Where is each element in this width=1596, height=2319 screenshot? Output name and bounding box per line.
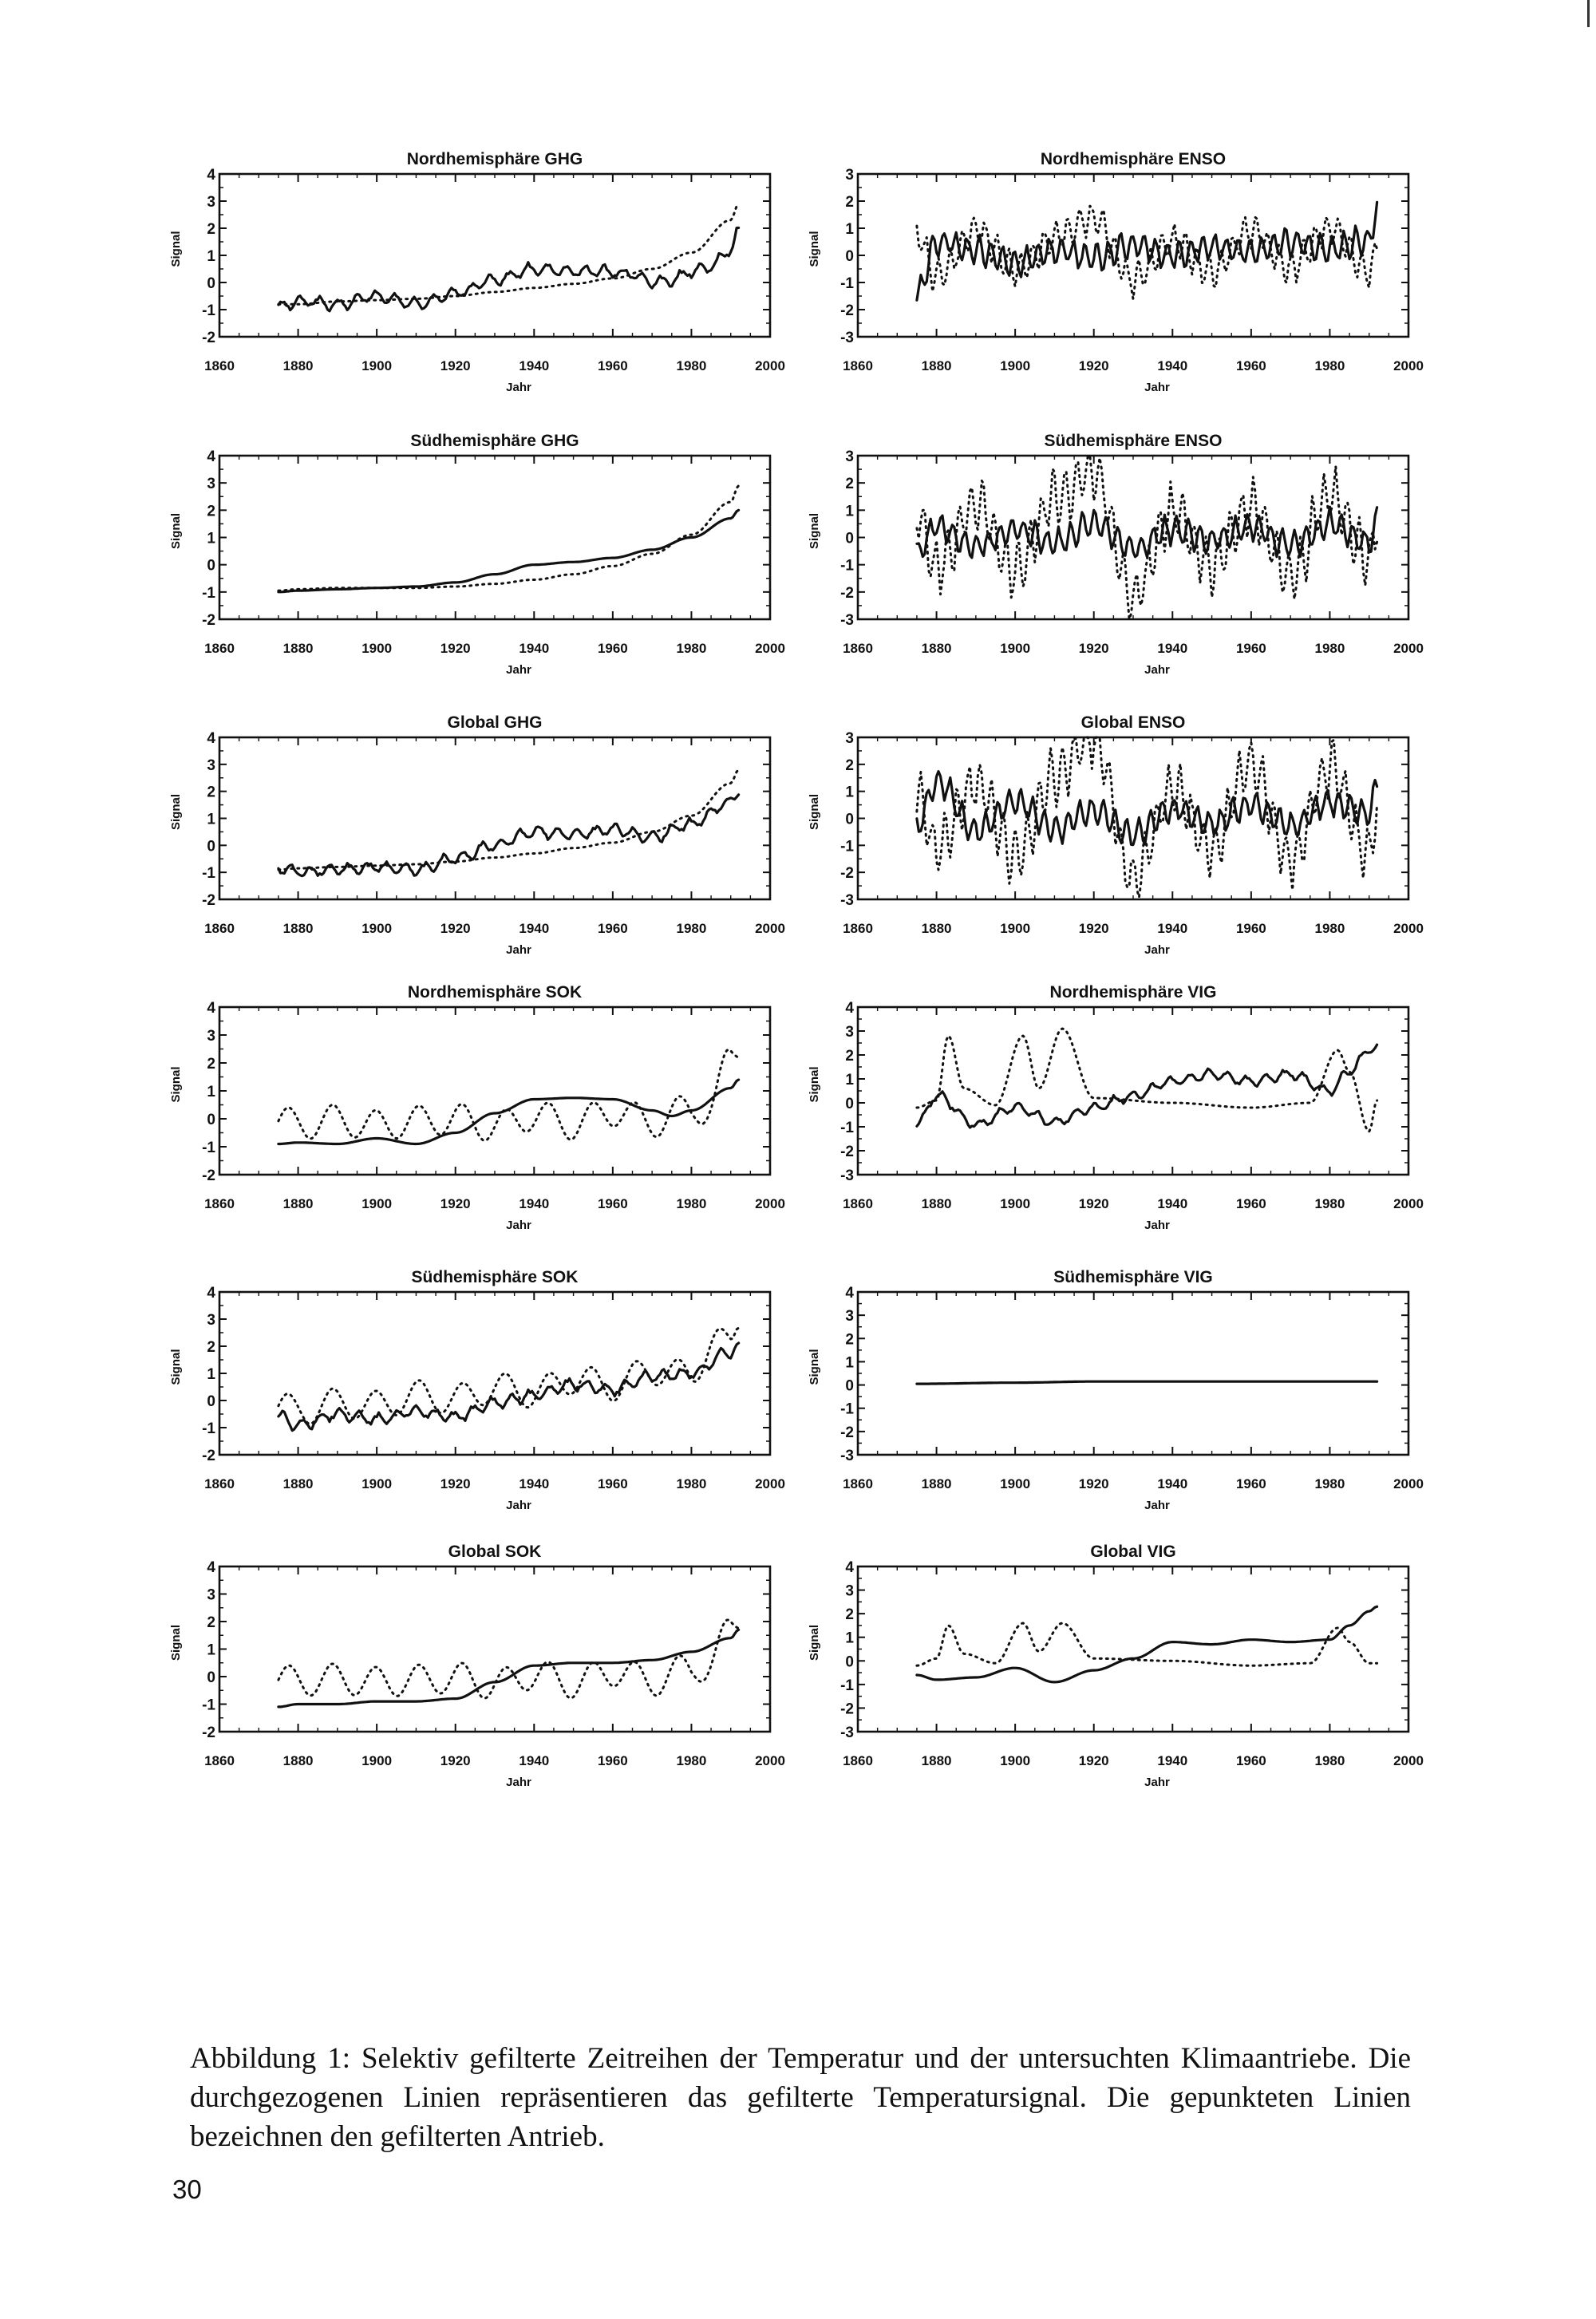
- x-tick-label: 1900: [361, 1196, 393, 1211]
- x-tick-label: 2000: [755, 358, 785, 373]
- x-tick-label: 1980: [676, 1196, 707, 1211]
- x-tick-label: 1880: [282, 1753, 314, 1768]
- y-tick-label: 0: [207, 838, 215, 855]
- y-tick-label: 3: [845, 448, 854, 465]
- chart-title: Global SOK: [448, 1543, 542, 1561]
- x-tick-label: 2000: [1393, 1476, 1424, 1491]
- temperature-series-line: [279, 228, 739, 311]
- y-tick-label: -3: [840, 330, 854, 346]
- x-tick-label: 1940: [519, 921, 550, 936]
- x-tick-label: 1880: [282, 1476, 314, 1491]
- y-tick-label: 1: [845, 1354, 854, 1372]
- x-tick-label: 1940: [519, 641, 550, 656]
- x-tick-label: 1860: [204, 1753, 235, 1768]
- x-tick-label: 1920: [440, 358, 471, 373]
- y-tick-label: 0: [845, 530, 854, 547]
- scan-edge-mark: [1587, 0, 1590, 27]
- x-tick-label: 1860: [843, 921, 873, 936]
- y-tick-label: 4: [845, 1000, 854, 1017]
- x-tick-label: 1900: [361, 1753, 393, 1768]
- plot-frame: [219, 1566, 770, 1732]
- x-tick-label: 1880: [921, 1753, 952, 1768]
- y-tick-label: 1: [207, 1084, 215, 1100]
- chart-panel: [169, 432, 785, 677]
- y-tick-label: 1: [845, 784, 854, 801]
- x-axis-label: Jahr: [1144, 943, 1170, 957]
- x-tick-label: 1920: [1078, 921, 1109, 936]
- y-tick-label: -1: [202, 865, 215, 883]
- y-tick-label: 2: [845, 1606, 854, 1624]
- chart-title: Südhemisphäre VIG: [1053, 1268, 1213, 1286]
- chart-panel: [808, 1543, 1424, 1789]
- x-tick-label: 1920: [1078, 1753, 1109, 1768]
- y-tick-label: 3: [207, 476, 215, 493]
- y-tick-label: -1: [840, 838, 854, 855]
- y-tick-label: 3: [207, 1028, 215, 1045]
- x-tick-label: 1940: [1157, 921, 1188, 936]
- x-tick-label: 2000: [1393, 358, 1424, 373]
- y-tick-label: 3: [207, 1586, 215, 1604]
- x-tick-label: 1900: [1000, 1476, 1031, 1491]
- x-tick-label: 1900: [361, 921, 393, 936]
- temperature-series-line: [917, 1381, 1377, 1384]
- y-tick-label: -2: [840, 302, 854, 319]
- plot-frame: [219, 1007, 770, 1175]
- y-tick-label: 1: [207, 530, 215, 547]
- x-tick-label: 1860: [204, 921, 235, 936]
- y-tick-label: -2: [840, 865, 854, 883]
- y-tick-label: 0: [845, 811, 854, 828]
- chart-title: Nordhemisphäre ENSO: [1040, 150, 1227, 168]
- x-tick-label: 1880: [282, 921, 314, 936]
- x-tick-label: 1920: [1078, 641, 1109, 656]
- x-tick-label: 1880: [921, 921, 952, 936]
- chart-panel: [169, 713, 785, 957]
- y-tick-label: 4: [207, 448, 215, 465]
- x-tick-label: 1980: [1314, 921, 1345, 936]
- x-tick-label: 1920: [440, 1753, 471, 1768]
- x-tick-label: 1900: [1000, 1196, 1031, 1211]
- x-tick-label: 1980: [1314, 1476, 1345, 1491]
- y-tick-label: 0: [207, 1112, 215, 1128]
- y-tick-label: 1: [845, 221, 854, 238]
- x-tick-label: 1960: [1235, 1753, 1266, 1768]
- y-axis-label: Signal: [169, 1349, 183, 1385]
- y-tick-label: 4: [207, 730, 215, 747]
- x-tick-label: 1980: [676, 641, 707, 656]
- y-tick-label: 1: [207, 1641, 215, 1659]
- y-tick-label: 3: [207, 1312, 215, 1329]
- x-tick-label: 1980: [1314, 358, 1345, 373]
- x-tick-label: 1920: [1078, 358, 1109, 373]
- x-axis-label: Jahr: [506, 1776, 531, 1789]
- x-tick-label: 1900: [1000, 358, 1031, 373]
- x-tick-label: 1860: [204, 641, 235, 656]
- x-tick-label: 1940: [519, 358, 550, 373]
- y-tick-label: 2: [207, 221, 215, 238]
- chart-title: Südhemisphäre SOK: [411, 1268, 579, 1286]
- y-tick-label: -2: [202, 612, 215, 629]
- y-tick-label: 2: [845, 476, 854, 493]
- x-tick-label: 1940: [1157, 1476, 1188, 1491]
- x-tick-label: 2000: [1393, 1753, 1424, 1768]
- x-axis-label: Jahr: [1144, 1776, 1170, 1789]
- x-tick-label: 1880: [921, 358, 952, 373]
- y-tick-label: 2: [207, 1614, 215, 1631]
- y-tick-label: 0: [845, 1096, 854, 1112]
- x-tick-label: 1940: [1157, 358, 1188, 373]
- y-axis-label: Signal: [169, 231, 183, 267]
- y-tick-label: -1: [202, 584, 215, 602]
- x-tick-label: 1920: [1078, 1476, 1109, 1491]
- x-tick-label: 1980: [676, 1753, 707, 1768]
- x-tick-label: 1960: [1235, 641, 1266, 656]
- forcing-series-line: [279, 770, 739, 870]
- y-tick-label: 4: [207, 1559, 215, 1576]
- forcing-series-line: [279, 1049, 739, 1140]
- y-tick-label: -1: [202, 1140, 215, 1156]
- y-tick-label: 0: [845, 248, 854, 265]
- y-tick-label: 4: [207, 167, 215, 184]
- x-tick-label: 1900: [361, 1476, 393, 1491]
- y-tick-label: 4: [845, 1285, 854, 1302]
- y-axis-label: Signal: [169, 1624, 183, 1661]
- y-axis-label: Signal: [169, 512, 183, 550]
- y-tick-label: 3: [207, 194, 215, 211]
- x-axis-label: Jahr: [1144, 1499, 1170, 1512]
- y-tick-label: -2: [840, 584, 854, 602]
- y-tick-label: -2: [840, 1701, 854, 1718]
- chart-panel: [808, 432, 1424, 677]
- y-tick-label: 1: [207, 248, 215, 265]
- x-tick-label: 1860: [204, 1476, 235, 1491]
- y-tick-label: 1: [845, 1630, 854, 1647]
- x-tick-label: 1900: [361, 641, 393, 656]
- x-tick-label: 1940: [519, 1476, 550, 1491]
- x-tick-label: 2000: [755, 1476, 785, 1491]
- x-tick-label: 1920: [1078, 1196, 1109, 1211]
- y-tick-label: 1: [207, 811, 215, 828]
- chart-title: Südhemisphäre ENSO: [1044, 432, 1223, 450]
- y-tick-label: 2: [207, 503, 215, 520]
- y-tick-label: -2: [202, 330, 215, 346]
- y-tick-label: 1: [207, 1366, 215, 1383]
- x-tick-label: 1920: [440, 641, 471, 656]
- y-tick-label: -2: [202, 1167, 215, 1184]
- x-tick-label: 1880: [282, 1196, 314, 1211]
- y-tick-label: 0: [845, 1653, 854, 1671]
- x-tick-label: 1880: [921, 641, 952, 656]
- temperature-series-line: [917, 202, 1377, 300]
- x-tick-label: 1880: [282, 358, 314, 373]
- y-tick-label: 1: [845, 503, 854, 520]
- y-tick-label: -1: [840, 1120, 854, 1136]
- x-tick-label: 1940: [1157, 641, 1188, 656]
- x-tick-label: 1980: [676, 1476, 707, 1491]
- chart-title: Global ENSO: [1080, 713, 1186, 732]
- x-tick-label: 2000: [755, 1753, 785, 1768]
- x-tick-label: 1860: [843, 358, 873, 373]
- y-tick-label: 3: [845, 730, 854, 747]
- y-tick-label: 2: [207, 1339, 215, 1356]
- x-tick-label: 2000: [755, 921, 785, 936]
- chart-title: Nordhemisphäre SOK: [407, 983, 583, 1001]
- y-tick-label: -2: [202, 1448, 215, 1464]
- temperature-series-line: [279, 795, 739, 876]
- temperature-series-line: [917, 1045, 1377, 1128]
- x-axis-label: Jahr: [1144, 663, 1170, 677]
- x-tick-label: 1960: [597, 641, 628, 656]
- x-tick-label: 1920: [440, 1476, 471, 1491]
- chart-panel: [169, 150, 785, 394]
- x-tick-label: 1900: [361, 358, 393, 373]
- y-tick-label: -1: [202, 1697, 215, 1714]
- forcing-series-line: [917, 1623, 1377, 1665]
- forcing-series-line: [279, 486, 739, 591]
- chart-panel: [808, 713, 1424, 957]
- y-tick-label: 3: [845, 1024, 854, 1041]
- chart-title: Global VIG: [1090, 1543, 1176, 1561]
- x-tick-label: 1960: [597, 358, 628, 373]
- x-tick-label: 1900: [1000, 1753, 1031, 1768]
- forcing-series-line: [279, 203, 739, 304]
- y-tick-label: -1: [202, 302, 215, 319]
- y-tick-label: 3: [845, 1308, 854, 1325]
- temperature-series-line: [917, 1606, 1377, 1682]
- x-tick-label: 1940: [519, 1196, 550, 1211]
- y-tick-label: -2: [202, 1724, 215, 1741]
- y-tick-label: 4: [207, 1285, 215, 1302]
- x-tick-label: 1880: [282, 641, 314, 656]
- forcing-series-line: [279, 1620, 739, 1698]
- x-tick-label: 1980: [1314, 1753, 1345, 1768]
- y-tick-label: -2: [840, 1424, 854, 1441]
- y-tick-label: 4: [845, 1559, 854, 1576]
- y-axis-label: Signal: [808, 231, 821, 267]
- x-tick-label: 1960: [597, 1196, 628, 1211]
- plot-frame: [219, 174, 770, 337]
- y-tick-label: 3: [845, 1582, 854, 1600]
- temperature-series-line: [279, 1343, 739, 1431]
- y-tick-label: 3: [845, 167, 854, 184]
- x-tick-label: 1960: [1235, 921, 1266, 936]
- chart-title: Nordhemisphäre VIG: [1049, 983, 1217, 1001]
- chart-panel: [808, 150, 1424, 394]
- x-tick-label: 2000: [1393, 1196, 1424, 1211]
- x-tick-label: 1920: [440, 921, 471, 936]
- x-tick-label: 1940: [1157, 1753, 1188, 1768]
- x-tick-label: 1960: [1235, 1196, 1266, 1211]
- page-number: 30: [172, 2175, 202, 2204]
- chart-title: Global GHG: [447, 713, 543, 732]
- y-axis-label: Signal: [808, 1066, 821, 1103]
- y-tick-label: 0: [207, 1393, 215, 1410]
- plot-frame: [858, 737, 1408, 899]
- chart-panel: [169, 1268, 785, 1512]
- y-tick-label: -3: [840, 1448, 854, 1464]
- x-tick-label: 1860: [843, 641, 873, 656]
- plot-frame: [858, 1292, 1408, 1455]
- x-tick-label: 1960: [1235, 358, 1266, 373]
- x-tick-label: 1960: [1235, 1476, 1266, 1491]
- x-tick-label: 1960: [597, 1476, 628, 1491]
- x-tick-label: 2000: [1393, 641, 1424, 656]
- y-tick-label: -2: [840, 1144, 854, 1160]
- x-tick-label: 1960: [597, 1753, 628, 1768]
- x-tick-label: 1880: [921, 1476, 952, 1491]
- y-tick-label: 0: [845, 1377, 854, 1395]
- y-axis-label: Signal: [808, 1349, 821, 1385]
- y-tick-label: -1: [840, 557, 854, 575]
- x-tick-label: 1980: [676, 358, 707, 373]
- x-tick-label: 1860: [843, 1753, 873, 1768]
- x-tick-label: 1880: [921, 1196, 952, 1211]
- y-axis-label: Signal: [808, 512, 821, 550]
- x-tick-label: 1900: [1000, 921, 1031, 936]
- x-axis-label: Jahr: [506, 663, 531, 677]
- chart-panel: [169, 983, 785, 1232]
- x-tick-label: 1860: [204, 1196, 235, 1211]
- y-axis-label: Signal: [808, 1624, 821, 1661]
- y-tick-label: -3: [840, 892, 854, 909]
- y-tick-label: 1: [845, 1072, 854, 1088]
- y-tick-label: -3: [840, 1724, 854, 1741]
- x-tick-label: 1860: [843, 1196, 873, 1211]
- x-axis-label: Jahr: [1144, 1219, 1170, 1232]
- y-tick-label: 0: [207, 275, 215, 292]
- y-tick-label: 2: [845, 194, 854, 211]
- y-tick-label: 2: [207, 784, 215, 801]
- x-axis-label: Jahr: [506, 1499, 531, 1512]
- y-tick-label: 2: [845, 1331, 854, 1349]
- x-tick-label: 1920: [440, 1196, 471, 1211]
- y-tick-label: 3: [207, 757, 215, 774]
- y-tick-label: 0: [207, 557, 215, 575]
- chart-panel: [169, 1543, 785, 1789]
- y-tick-label: 4: [207, 1000, 215, 1017]
- x-tick-label: 2000: [755, 641, 785, 656]
- x-tick-label: 1980: [1314, 641, 1345, 656]
- x-axis-label: Jahr: [506, 381, 531, 394]
- x-axis-label: Jahr: [506, 943, 531, 957]
- y-tick-label: 2: [845, 757, 854, 774]
- x-axis-label: Jahr: [1144, 381, 1170, 394]
- chart-title: Nordhemisphäre GHG: [406, 150, 583, 168]
- y-tick-label: -1: [840, 1400, 854, 1418]
- y-tick-label: 2: [207, 1056, 215, 1073]
- temperature-series-line: [279, 510, 739, 592]
- y-tick-label: 2: [845, 1048, 854, 1065]
- x-axis-label: Jahr: [506, 1219, 531, 1232]
- x-tick-label: 1860: [843, 1476, 873, 1491]
- x-tick-label: 1860: [204, 358, 235, 373]
- y-tick-label: -2: [202, 892, 215, 909]
- chart-panel: [808, 1268, 1424, 1512]
- y-tick-label: 0: [207, 1669, 215, 1686]
- x-tick-label: 1960: [597, 921, 628, 936]
- y-tick-label: -1: [840, 1677, 854, 1694]
- x-tick-label: 2000: [755, 1196, 785, 1211]
- y-axis-label: Signal: [169, 793, 183, 831]
- y-tick-label: -3: [840, 612, 854, 629]
- y-tick-label: -1: [840, 275, 854, 292]
- x-tick-label: 1940: [1157, 1196, 1188, 1211]
- y-tick-label: -1: [202, 1420, 215, 1437]
- x-tick-label: 1980: [676, 921, 707, 936]
- x-tick-label: 1940: [519, 1753, 550, 1768]
- chart-panel: [808, 983, 1424, 1232]
- y-axis-label: Signal: [808, 793, 821, 831]
- chart-title: Südhemisphäre GHG: [410, 432, 579, 450]
- x-tick-label: 2000: [1393, 921, 1424, 936]
- x-tick-label: 1900: [1000, 641, 1031, 656]
- y-axis-label: Signal: [169, 1066, 183, 1103]
- figure-caption: Abbildung 1: Selektiv gefilterte Zeitreihen der Temperatur und der untersuchten Klimaantriebe. Die durchgezogenen Linien repräsentieren das gefilterte Temperatursignal. Die gepunkteten Linien bezeichnen den gefilterten Antrieb.: [190, 2042, 1411, 2153]
- x-tick-label: 1980: [1314, 1196, 1345, 1211]
- y-tick-label: -3: [840, 1167, 854, 1184]
